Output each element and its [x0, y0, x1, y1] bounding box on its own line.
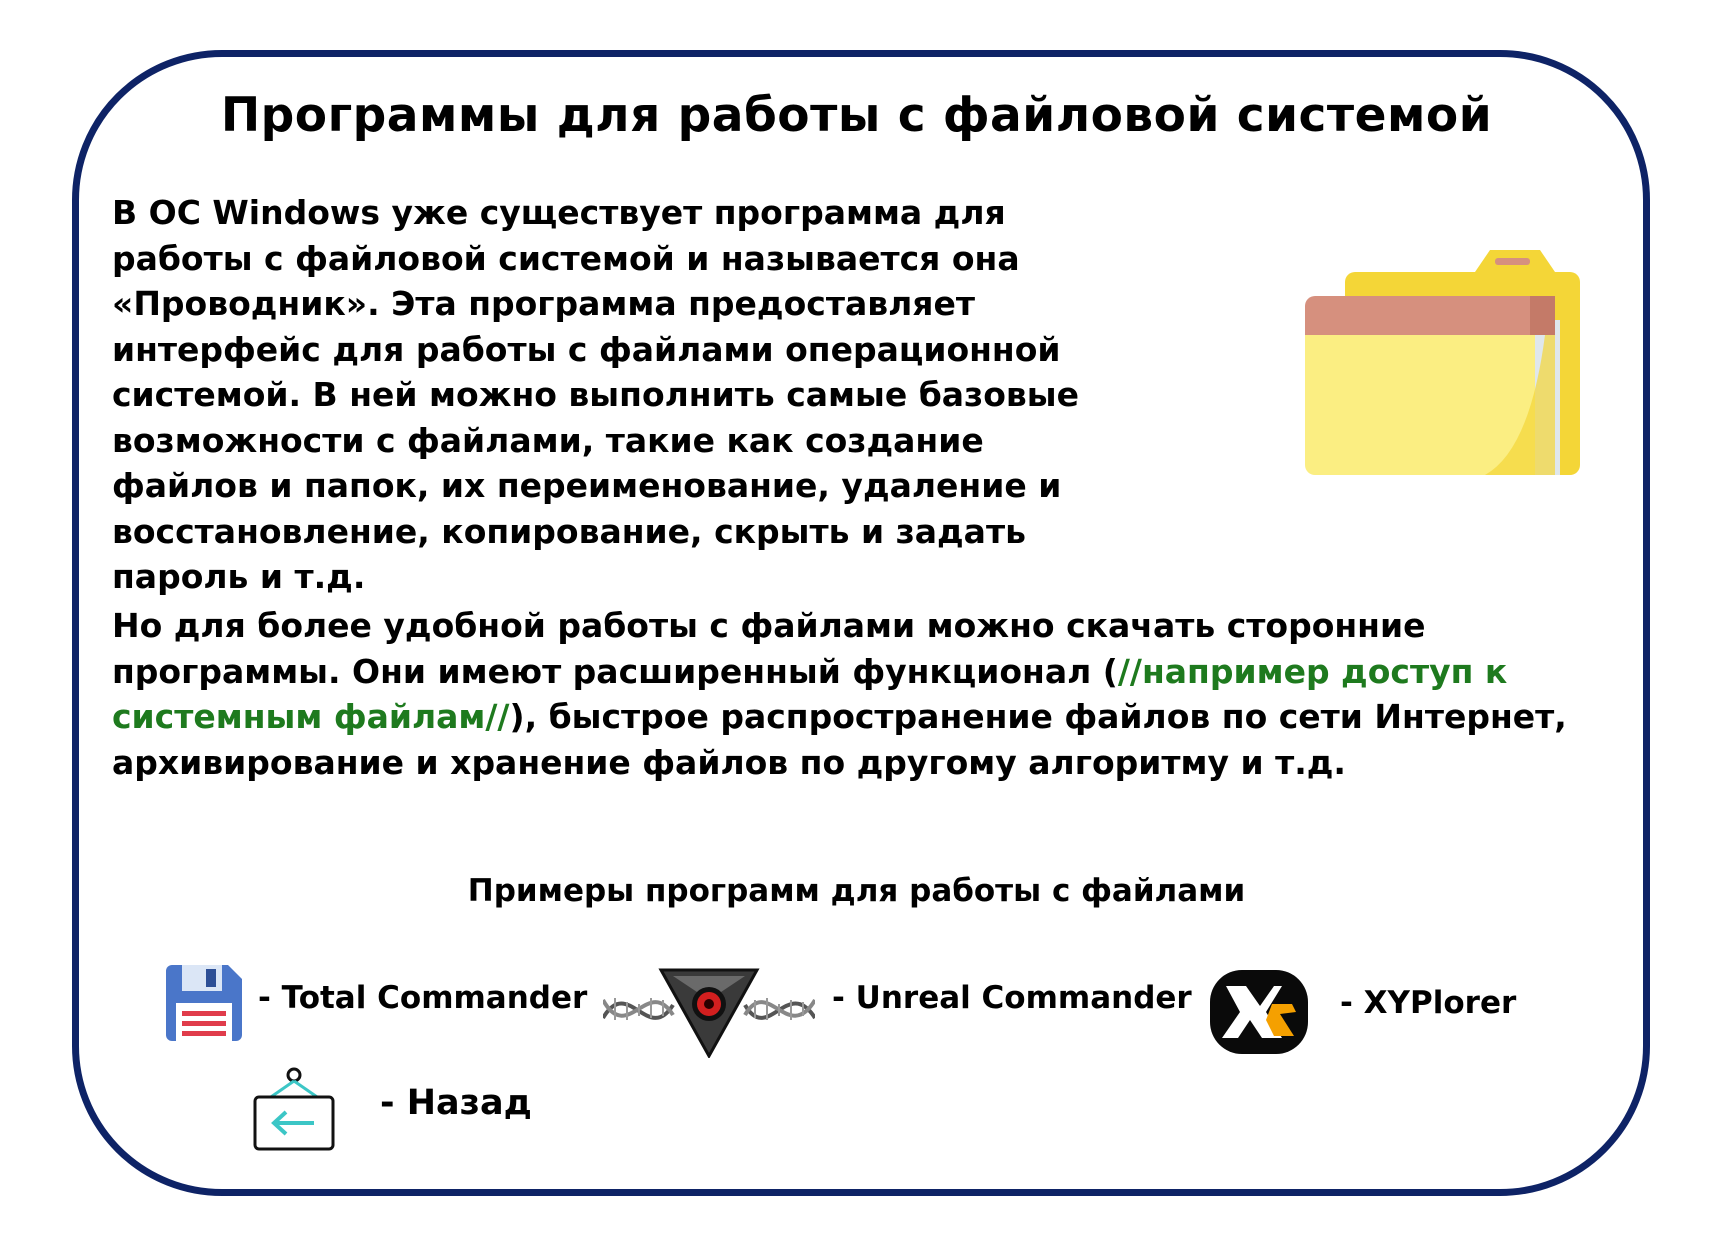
back-button[interactable]: - Назад [380, 1083, 532, 1123]
page-title: Программы для работы с файловой системой [220, 88, 1493, 143]
intro-line: пароль и т.д. [112, 557, 366, 596]
xyplorer-logo-icon[interactable] [1210, 970, 1308, 1054]
intro-line: интерфейс для работы с файлами операционной [112, 329, 1061, 369]
intro-line: файлов и папок, их переименование, удаление и [112, 466, 1062, 505]
details-text: Но для более удобной работы с файлами можно скачать сторонние программы. Они имеют расширенный функционал ( [112, 606, 1426, 691]
intro-line: В ОС Windows уже существует программа для [112, 193, 1006, 232]
details-text: ), быстрое распространение файлов по сети Интернет, архивирование и хранение файлов по другому алгоритму и т.д. [112, 697, 1567, 782]
floppy-disk-icon[interactable] [166, 965, 242, 1041]
intro-line: «Проводник». Эта программа предоставляет [112, 284, 975, 323]
back-sign-icon[interactable] [252, 1067, 336, 1153]
folder-icon [1305, 250, 1580, 475]
examples-title: Примеры программ для работы с файлами [467, 873, 1246, 909]
program-label-unreal-commander[interactable]: - Unreal Commander [832, 980, 1192, 1016]
details-paragraph [112, 603, 1632, 785]
unreal-commander-logo-icon[interactable] [603, 960, 815, 1058]
intro-line: работы с файловой системой и называется она [112, 238, 1020, 278]
intro-line: системой. В ней можно выполнить самые базовые [112, 375, 1079, 414]
program-label-xyplorer[interactable]: - XYPlorer [1340, 985, 1517, 1021]
intro-line: возможности с файлами, такие как создание [112, 420, 984, 460]
details-highlight: //например доступ к системным файлам// [112, 651, 1508, 736]
program-label-total-commander[interactable]: - Total Commander [258, 980, 588, 1016]
intro-paragraph [112, 190, 1242, 600]
intro-line: восстановление, копирование, скрыть и задать [112, 511, 1026, 551]
